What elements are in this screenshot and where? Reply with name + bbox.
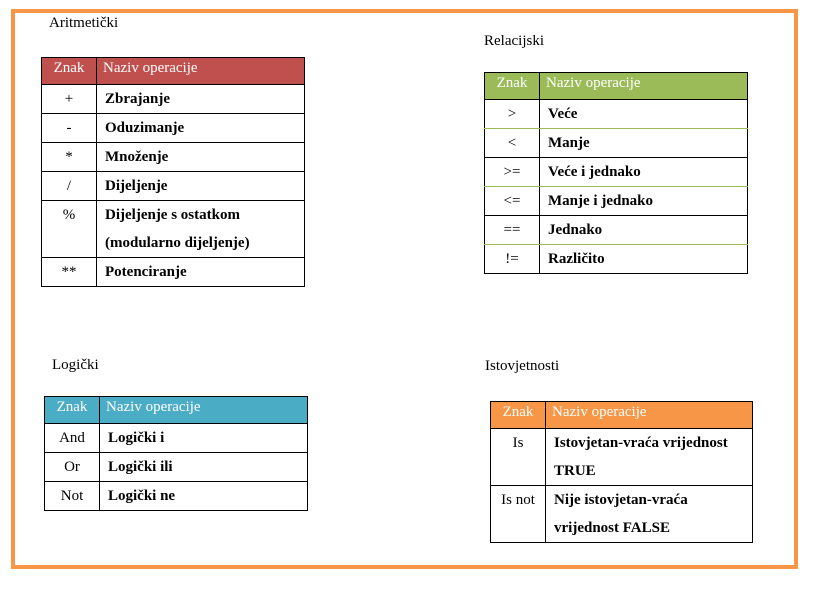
header-row — [485, 73, 748, 100]
operator-sign: ** — [42, 258, 97, 287]
operator-sign: == — [485, 216, 540, 245]
logical-title: Logički — [52, 357, 99, 373]
table-row — [485, 245, 748, 274]
header-row — [491, 402, 753, 429]
operator-name: Logički i — [100, 424, 308, 453]
operator-name: Različito — [540, 245, 748, 274]
operator-sign: + — [42, 85, 97, 114]
operator-name: Logički ili — [100, 453, 308, 482]
operator-name: Dijeljenje — [97, 172, 305, 201]
header-row — [42, 58, 305, 85]
operator-name: Množenje — [97, 143, 305, 172]
operator-name: Veće — [540, 100, 748, 129]
table-row — [491, 486, 753, 543]
table-row — [42, 85, 305, 114]
operator-sign: < — [485, 129, 540, 158]
table-row — [42, 201, 305, 258]
operator-sign: - — [42, 114, 97, 143]
operator-sign: Not — [45, 482, 100, 511]
operator-name: Oduzimanje — [97, 114, 305, 143]
table-row — [485, 187, 748, 216]
table-row — [485, 129, 748, 158]
operator-name: Veće i jednako — [540, 158, 748, 187]
header-name: Naziv operacije — [97, 58, 305, 85]
operator-sign: Is not — [491, 486, 546, 543]
operator-name: Logički ne — [100, 482, 308, 511]
operator-sign: Is — [491, 429, 546, 486]
operator-name: Manje i jednako — [540, 187, 748, 216]
header-name: Naziv operacije — [100, 397, 308, 424]
table-row — [485, 100, 748, 129]
operator-name: Nije istovjetan-vraća vrijednost FALSE — [546, 486, 753, 543]
table-row — [42, 172, 305, 201]
relational-operators-table — [484, 72, 748, 274]
identity-operators-table — [490, 401, 753, 543]
header-sign: Znak — [485, 73, 540, 100]
table-row — [45, 482, 308, 511]
table-row — [42, 258, 305, 287]
operator-name: Zbrajanje — [97, 85, 305, 114]
header-name: Naziv operacije — [546, 402, 753, 429]
operator-sign: > — [485, 100, 540, 129]
operator-name: Potenciranje — [97, 258, 305, 287]
operator-sign: And — [45, 424, 100, 453]
operator-sign: >= — [485, 158, 540, 187]
table-row — [485, 216, 748, 245]
arithmetic-title: Aritmetički — [49, 15, 119, 31]
header-sign: Znak — [491, 402, 546, 429]
header-sign: Znak — [45, 397, 100, 424]
header-name: Naziv operacije — [540, 73, 748, 100]
table-row — [42, 114, 305, 143]
operator-name: Jednako — [540, 216, 748, 245]
table-row — [45, 453, 308, 482]
operator-sign: * — [42, 143, 97, 172]
table-row — [485, 158, 748, 187]
logical-operators-table — [44, 396, 308, 511]
operator-name: Dijeljenje s ostatkom (modularno dijeljenje) — [97, 201, 305, 258]
operator-sign: / — [42, 172, 97, 201]
relational-title: Relacijski — [484, 33, 544, 49]
operator-name: Istovjetan-vraća vrijednost TRUE — [546, 429, 753, 486]
identity-title: Istovjetnosti — [485, 358, 560, 374]
table-row — [491, 429, 753, 486]
arithmetic-operators-table — [41, 57, 305, 287]
operator-sign: != — [485, 245, 540, 274]
operator-sign: % — [42, 201, 97, 258]
operator-name: Manje — [540, 129, 748, 158]
header-sign: Znak — [42, 58, 97, 85]
table-row — [42, 143, 305, 172]
operator-sign: Or — [45, 453, 100, 482]
table-row — [45, 424, 308, 453]
header-row — [45, 397, 308, 424]
operator-sign: <= — [485, 187, 540, 216]
